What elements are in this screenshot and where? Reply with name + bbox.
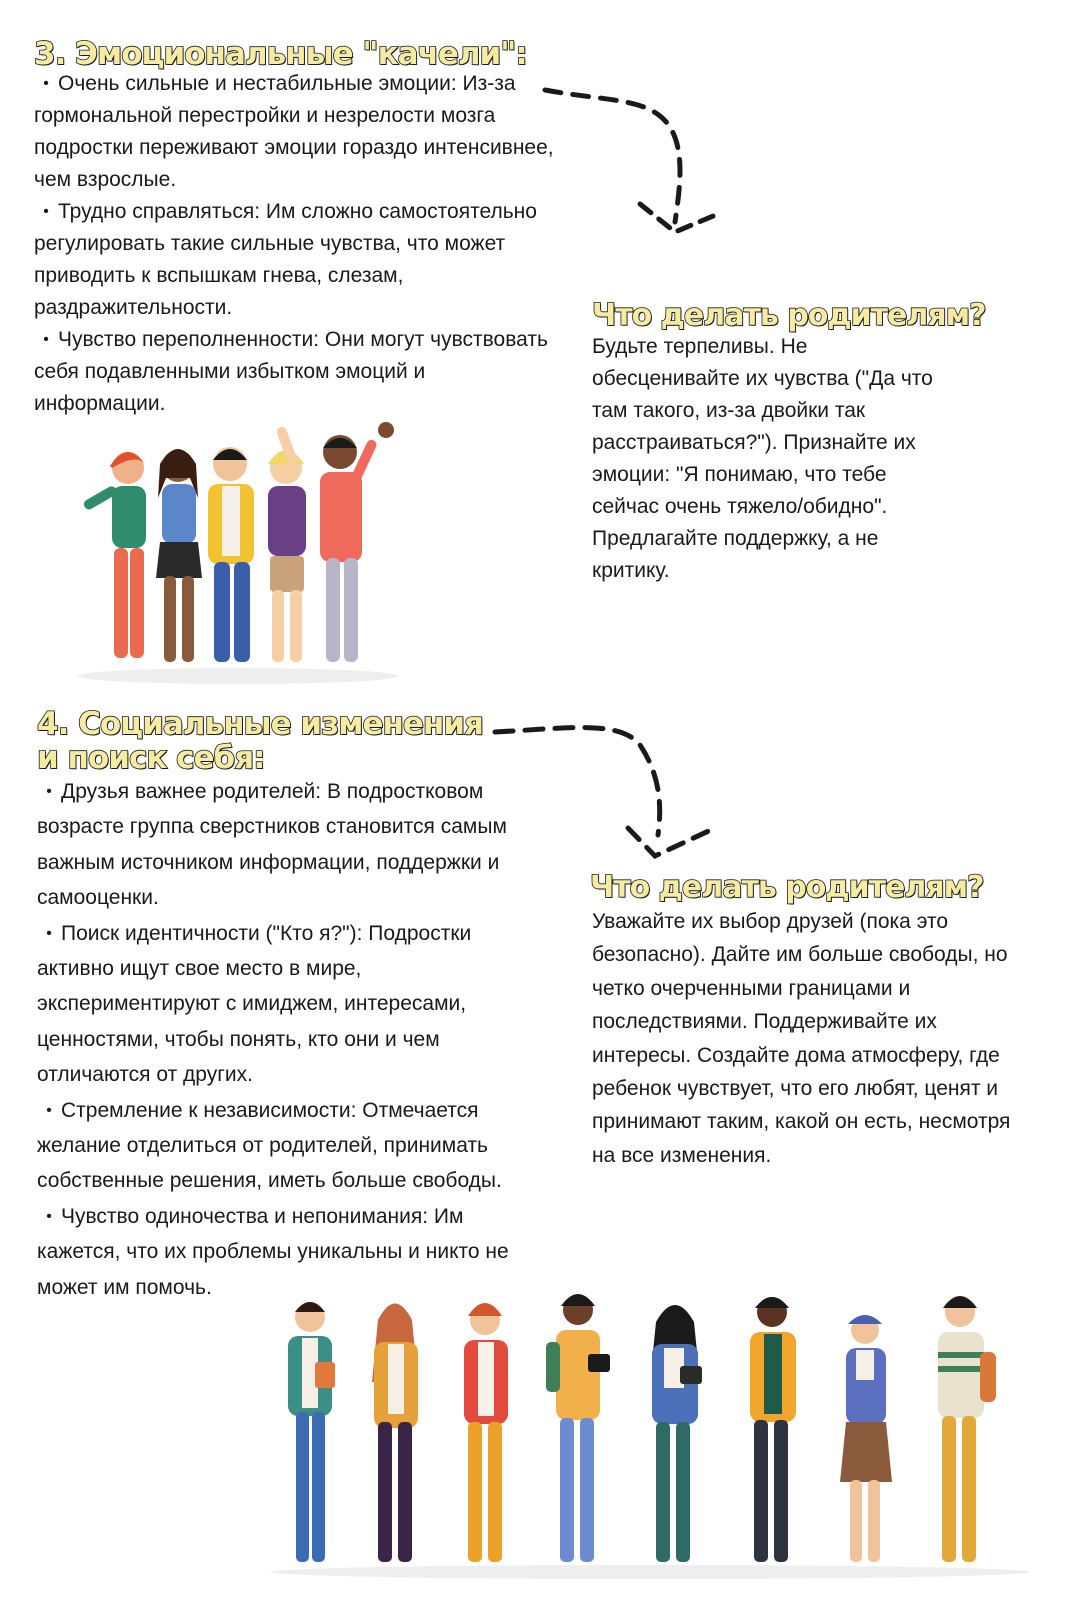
section-3-list (34, 68, 554, 420)
dashed-arrow-icon (540, 82, 740, 252)
item-text: Они могут чувствовать себя подавленными избытком эмоций и информации. (34, 328, 548, 415)
item-text: Им кажется, что их проблемы уникальны и никто не может им помочь. (37, 1204, 509, 1299)
item-text: Подростки активно ищут свое место в мире, экспериментируют с имиджем, интересами, ценностями, чтобы понять, кто они и чем отличаются от других. (37, 921, 472, 1087)
bullet-icon (37, 780, 61, 803)
item-text: Им сложно самостоятельно регулировать такие сильные чувства, что может приводить к вспышкам гнева, слезам, раздражительности. (34, 200, 537, 319)
bullet-icon (34, 328, 58, 351)
item-text: В подростковом возрасте группа сверстников становится самым важным источником информации, поддержки и самооценки. (37, 780, 507, 910)
bullet-icon (37, 922, 61, 945)
advice-4-heading: Что делать родителям? (590, 870, 984, 905)
advice-3-heading: Что делать родителям? (592, 298, 986, 333)
item-label: Очень сильные и нестабильные эмоции: (58, 72, 457, 95)
dashed-arrow-icon (490, 720, 730, 870)
section-4-list (37, 774, 547, 1305)
list-item (34, 196, 554, 324)
bullet-icon (37, 1205, 61, 1228)
item-label: Друзья важнее родителей: (61, 780, 322, 803)
item-label: Чувство переполненности: (58, 328, 320, 351)
advice-3-text: Будьте терпеливы. Не обесценивайте их чувства ("Да что там такого, из-за двойки так расстраиваться?"). Признайте их эмоции: "Я понимаю, что тебе сейчас очень тяжело/обидно". Предлагайте поддержку, а не критику. (592, 335, 933, 582)
item-label: Поиск идентичности ("Кто я?"): (61, 921, 363, 945)
list-item (37, 1093, 547, 1199)
item-label: Стремление к независимости: (61, 1098, 357, 1122)
list-item (37, 774, 547, 916)
list-item (37, 916, 547, 1093)
item-text: Из-за гормональной перестройки и незрелости мозга подростки переживают эмоции гораздо интенсивнее, чем взрослые. (34, 72, 554, 191)
bullet-icon (37, 1099, 61, 1122)
section-3-heading: 3. Эмоциональные "качели": (34, 36, 527, 72)
list-item (34, 324, 554, 420)
bullet-icon (34, 200, 58, 223)
section-4-heading-line-2: и поиск себя: (37, 740, 265, 776)
item-label: Чувство одиночества и непонимания: (61, 1204, 429, 1228)
advice-4-text: Уважайте их выбор друзей (пока это безопасно). Дайте им больше свободы, но четко очерченными границами и последствиями. Поддерживайте их интересы. Создайте дома атмосферу, где ребенок чувствует, что его любят, ценят и принимают таким, какой он есть, несмотря на все изменения. (592, 910, 1011, 1167)
section-4-heading-line-1: 4. Социальные изменения (37, 706, 483, 742)
bullet-icon (34, 72, 58, 95)
item-label: Трудно справляться: (58, 200, 261, 223)
teenagers-group-illustration (68, 408, 418, 688)
item-text: Отмечается желание отделиться от родителей, принимать собственные решения, иметь больше свободы. (37, 1098, 502, 1193)
young-people-row-illustration (260, 1282, 1040, 1582)
list-item (34, 68, 554, 196)
